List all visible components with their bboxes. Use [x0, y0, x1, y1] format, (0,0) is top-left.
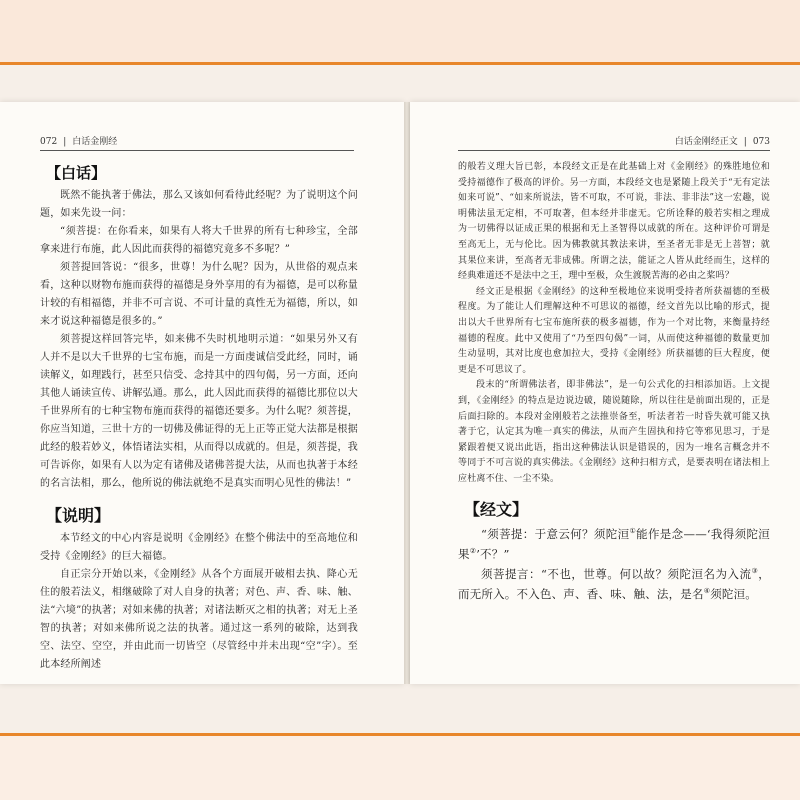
right-page-header: 白话金刚经正文 | 073 — [458, 134, 770, 151]
left-page-body — [40, 160, 358, 674]
section-title-baihua: 【白话】 — [46, 164, 107, 182]
orange-divider-bottom — [0, 733, 800, 736]
scripture-text: 能作是念——‘我得须陀洹果 — [458, 527, 771, 562]
paragraph: 既然不能执著于佛法，那么又该如何看待此经呢？为了说明这个问题，如来先设一问： — [40, 190, 358, 219]
left-running-title: 白话金刚经 — [72, 137, 118, 147]
footnote-marker: ② — [469, 547, 477, 556]
paragraph: 经文正是根据《金刚经》的这种至极地位来说明受持者所获福德的至极程度。为了能让人们理解这种不可思议的福德，经文首先以比喻的形式，提出以大千世界所有七宝布施所获的极多福德，作为一个对比物，来衡量持经福德的程度。此中又使用了“乃至四句偈”一词，从而使这种福德的数量更加生动显明，其对比度也愈加拉大，受持《金刚经》所获福德的巨大程度，便更是不可思议了。 — [458, 286, 770, 375]
scripture-paragraph — [458, 524, 770, 564]
section-title-jingwen: 【经文】 — [464, 500, 529, 520]
scripture-text: 须菩提言：“不也，世尊。何以故？须陀洹名为入流 — [481, 567, 752, 582]
paragraph: 本节经文的中心内容是说明《金刚经》在整个佛法中的至高地位和受持《金刚经》的巨大福德。 — [40, 533, 358, 562]
section-title-shuoming: 【说明】 — [46, 506, 111, 525]
right-page-number: 073 — [752, 137, 770, 147]
scripture-text: ’不？” — [476, 547, 510, 562]
paragraph: 段末的“所谓佛法者，即非佛法”，是一句公式化的扫相添加语。上文提到，《金刚经》的特点是边说边破，随说随除，所以往往是前面出现的，正是后面扫除的。本段对金刚般若之法推崇备至，听法者若一时昏失就可能又执著于它，认定其为唯一真实的佛法，从而产生固执和持它等邪见思习，于是紧跟着便又说出此语，指出这种佛法认识是错误的，因为一堆名言概念并不等同于不可言说的真实佛法。《金刚经》这种扫相方式，是要表明在诸法相上应杜离不住、一尘不染。 — [458, 380, 770, 484]
footnote-marker: ④ — [703, 587, 711, 596]
paragraph: 须菩提这样回答完毕，如来佛不失时机地明示道：“如果另外又有人并不是以大千世界的七宝布施，而是一方面虔诚信受此经，同时，诵读解义，如理践行，甚至只信受、念持其中的四句偈，另一方面，还向其他人诵读宣传、讲解弘通。那么，此人因此而获得的福德比那位以大千世界所有的七种宝物布施而获得的福德还要多。为什么呢？须菩提，你应当知道，三世十方的一切佛及佛证得的无上正等正觉大法都是根据此经的般若妙义，体悟诸法实相，从而得以成就的。但是，须菩提，我可告诉你，如果有人以为定有诸佛及诸佛菩提大法，从而也执著于本经的名言法相，那么，他所说的佛法就绝不是真实而明心见性的佛法！” — [40, 334, 358, 489]
scripture-text: “须菩提：于意云何？须陀洹 — [481, 527, 630, 542]
footnote-marker: ① — [629, 527, 637, 536]
paragraph: 须菩提回答说：“很多，世尊！为什么呢？因为，从世俗的观点来看，这种以财物布施而获得的福德是身外享用的有为福德，是可以称量计较的有相福德，并非不可言说、不可计量的真性无为福德，所以，如来才说这种福德是很多的。” — [40, 262, 358, 327]
paragraph: 自正宗分开始以来，《金刚经》从各个方面展开破相去执、降心无住的般若法义，相继破除了对人自身的执著；对色、声、香、味、触、法“六境”的执著；对如来佛的执著；对诸法断灭之相的执著；对无上圣智的执著；对如来佛所说之法的执著。通过这一系列的破除，达到我空、法空、空空，并由此而一切皆空（尽管经中并未出现“空”字）。至此本经所阐述 — [40, 569, 358, 670]
scripture-text: 须陀洹。 — [710, 587, 757, 602]
footnote-marker: ③ — [751, 567, 759, 576]
scripture-paragraph — [458, 564, 770, 604]
scripture-text: ，而无所入。不入色、声、香、味、触、法，是名 — [458, 567, 770, 602]
background-top-band — [0, 0, 800, 62]
right-page-body — [458, 160, 770, 604]
right-running-title: 白话金刚经正文 — [674, 137, 738, 147]
left-page-header: 072 | 白话金刚经 — [40, 134, 354, 151]
paragraph: “须菩提：在你看来，如果有人将大千世界的所有七种珍宝，全部拿来进行布施，此人因此而获得的福德究竟多不多呢？” — [40, 226, 358, 255]
paragraph: 的般若义理大旨已彰，本段经文正是在此基础上对《金刚经》的殊胜地位和受持福德作了极高的评价。另一方面，本段经文也是紧随上段关于“无有定法如来可说”、“如来所说法，皆不可取，不可说，非法、非非法”这一宏趣，说明佛法虽无定相，不可取著，但本经并非虚无。它所诠释的般若实相之理成为一切佛得以证成正果的根据和无上圣智得以成就的所在。这种评价可谓是至高无上，无与伦比。因为佛教就其教法来讲，至圣者无非是无上菩智；就其果位来讲，至高者无非成佛。所谓之法，能证之人皆从此经而生，这样的经典难道还不是法中之王，理中至极，众生渡脱苦海的必由之桨吗？ — [458, 162, 770, 282]
left-page-number: 072 — [40, 137, 58, 147]
